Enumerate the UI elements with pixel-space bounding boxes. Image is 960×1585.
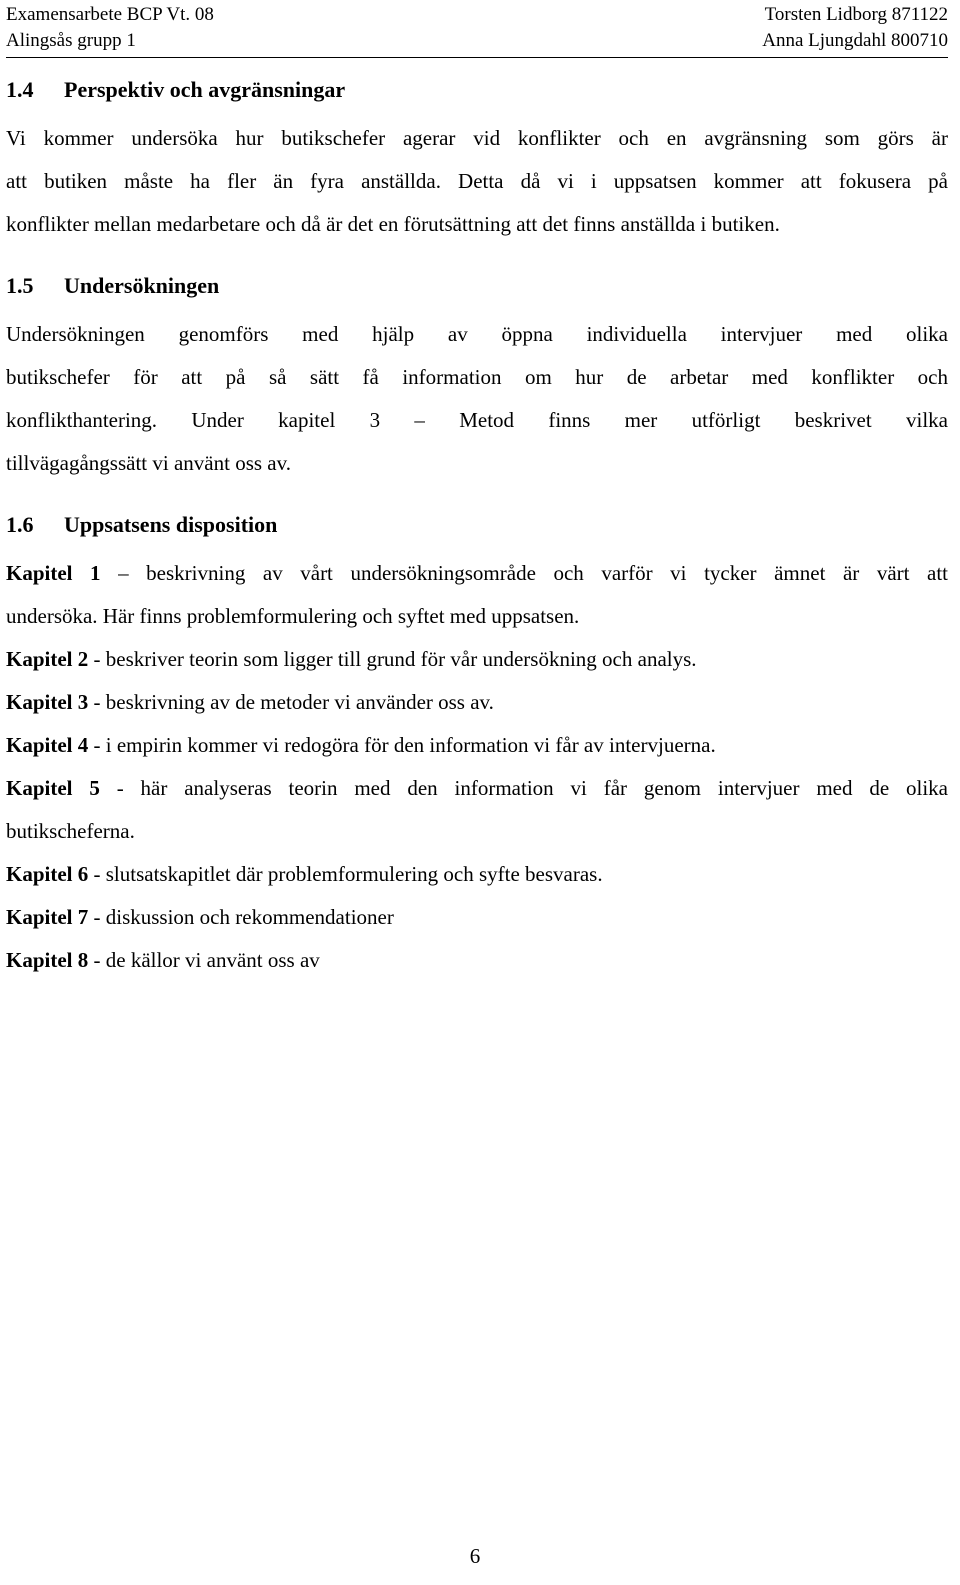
paragraph-line: att butiken måste ha fler än fyra anställda. Detta då vi i uppsatsen kommer att fokusera på [6, 169, 948, 193]
chapter-label: Kapitel 1 [6, 561, 101, 585]
chapter-description: - beskriver teorin som ligger till grund för vår undersökning och analys. [88, 647, 697, 671]
page-number: 6 [469, 1544, 481, 1568]
chapter-label: Kapitel 5 [6, 776, 100, 800]
section-number: 1.4 [6, 77, 34, 102]
section-title: Undersökningen [64, 273, 220, 298]
running-header-row-2 [6, 30, 948, 52]
header-author-2: Anna Ljungdahl 800710 [762, 30, 948, 51]
chapter-entry-3 [6, 681, 948, 724]
chapter-label: Kapitel 7 [6, 905, 89, 929]
chapter-description: - diskussion och rekommendationer [88, 905, 394, 929]
chapter-entry-1-continued: undersöka. Här finns problemformulering och syftet med uppsatsen. [6, 604, 580, 628]
paragraph-line: tillvägagångssätt vi använt oss av. [6, 451, 291, 475]
header-group: Alingsås grupp 1 [6, 30, 136, 51]
section-heading-1-5 [6, 268, 948, 304]
section-number: 1.5 [6, 273, 34, 298]
chapter-label: Kapitel 3 [6, 690, 89, 714]
chapter-entry-2 [6, 638, 948, 681]
chapter-entry-6 [6, 853, 948, 896]
chapter-description: - slutsatskapitlet där problemformulering och syfte besvaras. [88, 862, 603, 886]
paragraph-line: konflikthantering. Under kapitel 3 – Metod finns mer utförligt beskrivet vilka [6, 408, 948, 432]
chapter-entry-7 [6, 896, 948, 939]
chapter-description: - beskrivning av de metoder vi använder oss av. [88, 690, 494, 714]
header-author-1: Torsten Lidborg 871122 [764, 4, 948, 25]
chapter-label: Kapitel 6 [6, 862, 89, 886]
chapter-entry-5 [6, 767, 948, 810]
paragraph-line: butikschefer för att på så sätt få information om hur de arbetar med konflikter och [6, 365, 948, 389]
chapter-entry-5-continued: butikscheferna. [6, 819, 135, 843]
section-heading-1-4 [6, 72, 948, 108]
chapter-label: Kapitel 4 [6, 733, 89, 757]
chapter-entry-1 [6, 552, 948, 595]
header-course: Examensarbete BCP Vt. 08 [6, 4, 214, 25]
chapter-entry-8 [6, 939, 948, 982]
chapter-label: Kapitel 2 [6, 647, 89, 671]
section-heading-1-6 [6, 507, 948, 543]
chapter-label: Kapitel 8 [6, 948, 89, 972]
section-title: Perspektiv och avgränsningar [64, 77, 346, 102]
section-number: 1.6 [6, 512, 34, 537]
section-title: Uppsatsens disposition [64, 512, 278, 537]
running-header-row-1 [6, 4, 948, 26]
chapter-description: - i empirin kommer vi redogöra för den information vi får av intervjuerna. [88, 733, 716, 757]
chapter-entry-4 [6, 724, 948, 767]
chapter-description: - här analyseras teorin med den information vi får genom intervjuer med de olika [99, 776, 949, 800]
chapter-description: - de källor vi använt oss av [88, 948, 320, 972]
paragraph-line: Vi kommer undersöka hur butikschefer agerar vid konflikter och en avgränsning som görs är [6, 126, 948, 150]
paragraph-line: konflikter mellan medarbetare och då är det en förutsättning att det finns anställda i butiken. [6, 212, 780, 236]
chapter-description: – beskrivning av vårt undersökningsområde och varför vi tycker ämnet är värt att [100, 561, 949, 585]
paragraph-line: Undersökningen genomförs med hjälp av öppna individuella intervjuer med olika [6, 322, 948, 346]
document-body [6, 72, 948, 982]
header-divider [6, 57, 948, 58]
